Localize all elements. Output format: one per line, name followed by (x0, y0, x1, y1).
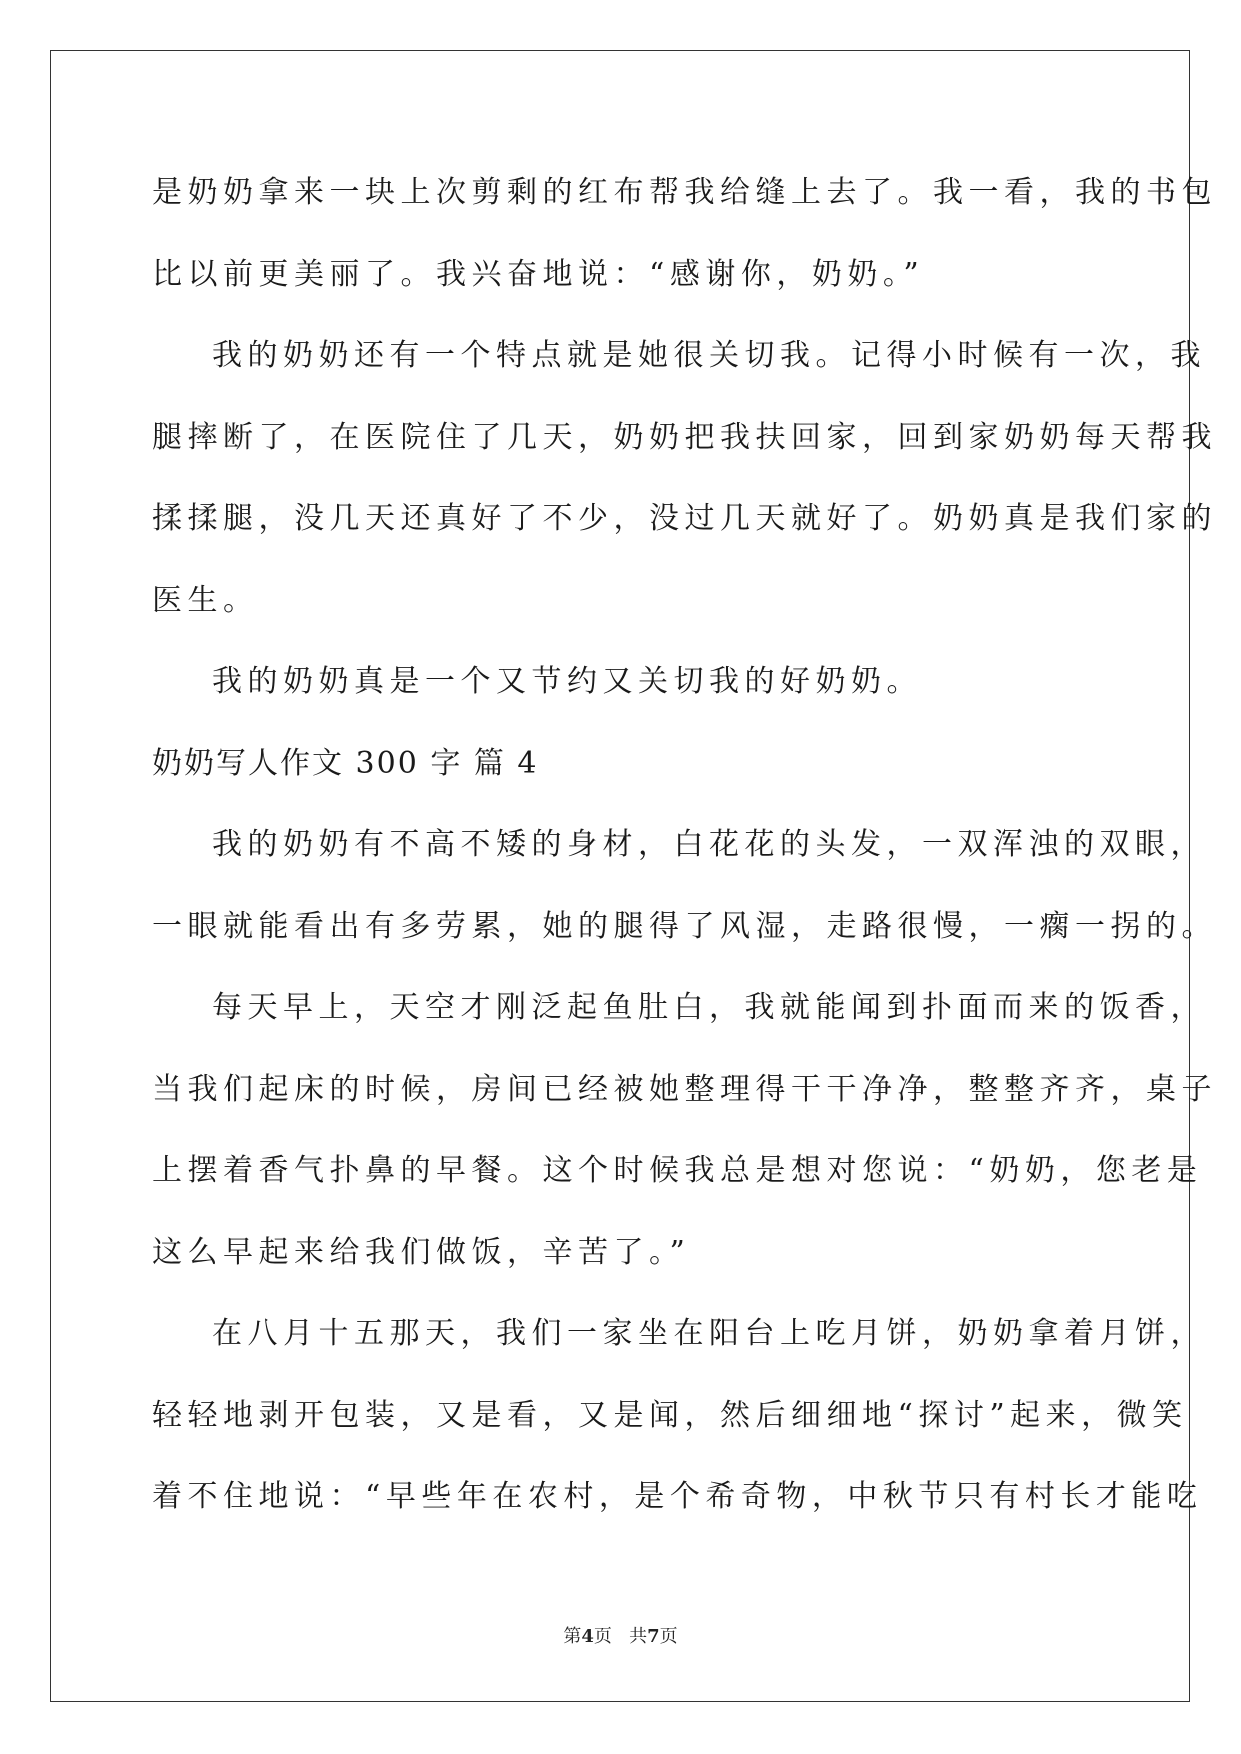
section-heading: 奶奶写人作文 300 字 篇 4 (152, 745, 539, 781)
total-pages: 7 (647, 1626, 660, 1647)
paragraph-start-line: 我的奶奶有不高不矮的身材，白花花的头发，一双浑浊的双眼， (212, 827, 1206, 862)
text-line: 腿摔断了，在医院住了几天，奶奶把我扶回家，回到家奶奶每天帮我 (152, 419, 1217, 455)
text-line: 这么早起来给我们做饭，辛苦了。” (152, 1234, 691, 1270)
paragraph-start-line: 我的奶奶还有一个特点就是她很关切我。记得小时候有一次，我 (212, 338, 1206, 373)
text-line: 比以前更美丽了。我兴奋地说：“感谢你，奶奶。” (152, 256, 925, 292)
total-prefix: 共 (629, 1626, 648, 1647)
total-suffix: 页 (659, 1626, 678, 1647)
text-line: 上摆着香气扑鼻的早餐。这个时候我总是想对您说：“奶奶，您老是 (152, 1153, 1203, 1188)
text-line: 当我们起床的时候，房间已经被她整理得干干净净，整整齐齐，桌子 (152, 1071, 1217, 1107)
text-line: 是奶奶拿来一块上次剪剩的红布帮我给缝上去了。我一看，我的书包 (152, 175, 1217, 210)
page-prefix: 第 (563, 1626, 582, 1647)
text-line: 一眼就能看出有多劳累，她的腿得了风湿，走路很慢，一瘸一拐的。 (152, 908, 1217, 944)
page-suffix: 页 (593, 1626, 612, 1647)
document-body (152, 163, 1217, 1549)
paragraph-start-line: 每天早上，天空才刚泛起鱼肚白，我就能闻到扑面而来的饭香， (212, 990, 1206, 1025)
page-number: 4 (581, 1626, 594, 1647)
paragraph-start-line: 在八月十五那天，我们一家坐在阳台上吃月饼，奶奶拿着月饼， (212, 1316, 1206, 1351)
page-footer (0, 1622, 1241, 1648)
text-line: 揉揉腿，没几天还真好了不少，没过几天就好了。奶奶真是我们家的 (152, 501, 1217, 536)
paragraph-start-line: 我的奶奶真是一个又节约又关切我的好奶奶。 (212, 664, 922, 699)
text-line: 着不住地说：“早些年在农村，是个希奇物，中秋节只有村长才能吃 (152, 1479, 1203, 1514)
text-line: 医生。 (152, 582, 259, 618)
text-line: 轻轻地剥开包装，又是看，又是闻，然后细细地“探讨”起来，微笑 (152, 1397, 1188, 1433)
